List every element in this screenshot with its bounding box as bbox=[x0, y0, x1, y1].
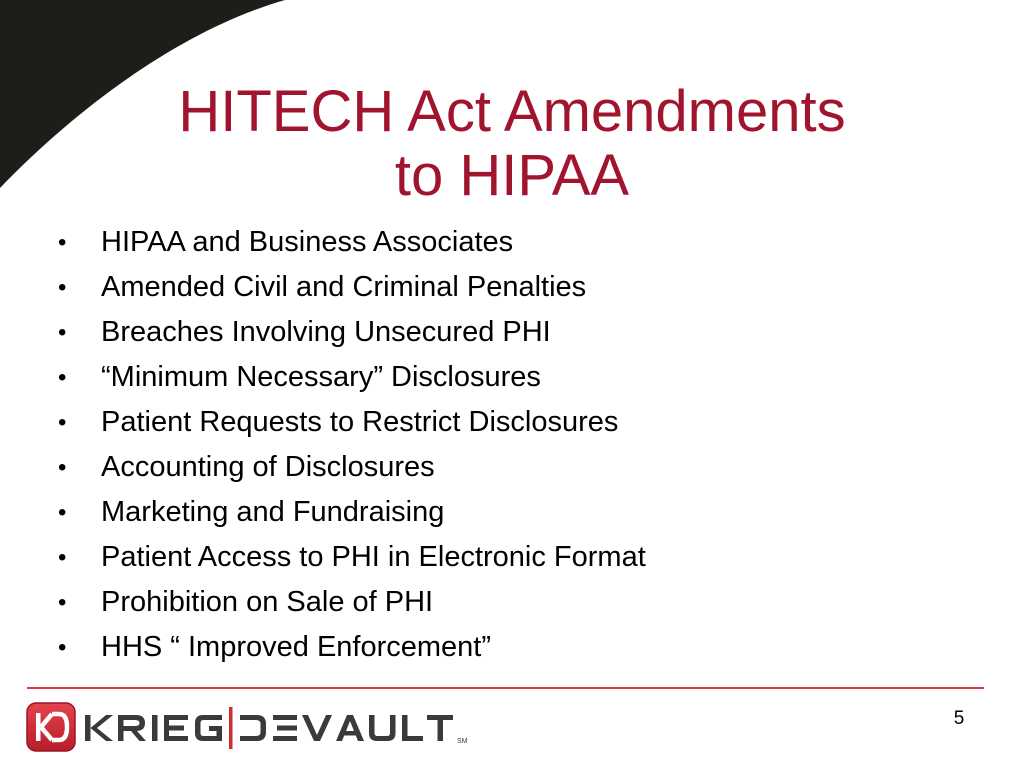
bullet-item bbox=[58, 220, 646, 265]
bullet-text: Marketing and Fundraising bbox=[101, 496, 445, 528]
service-mark-label: SM bbox=[457, 738, 468, 745]
bullet-item bbox=[58, 580, 646, 625]
bullet-item bbox=[58, 625, 646, 670]
bullet-text: Amended Civil and Criminal Penalties bbox=[101, 271, 587, 303]
kd-mark-icon bbox=[27, 703, 75, 751]
bullet-icon: • bbox=[58, 319, 67, 346]
krieg-devault-logo bbox=[25, 700, 545, 755]
bullet-icon: • bbox=[58, 589, 67, 616]
bullet-text: “Minimum Necessary” Disclosures bbox=[101, 361, 541, 393]
bullet-icon: • bbox=[58, 409, 67, 436]
bullet-icon: • bbox=[58, 364, 67, 391]
krieg-wordmark bbox=[85, 715, 222, 741]
bullet-text: Breaches Involving Unsecured PHI bbox=[101, 316, 551, 348]
slide-title bbox=[0, 80, 1024, 208]
bullet-icon: • bbox=[58, 544, 67, 571]
bullet-icon: • bbox=[58, 634, 67, 661]
bullet-text: HIPAA and Business Associates bbox=[101, 226, 514, 258]
logo-separator bbox=[229, 707, 233, 749]
bullet-item bbox=[58, 265, 646, 310]
slide-title-line-2: to HIPAA bbox=[394, 143, 630, 208]
bullet-icon: • bbox=[58, 499, 67, 526]
page-number: 5 bbox=[953, 708, 965, 729]
slide-title-line-1: HITECH Act Amendments bbox=[178, 79, 846, 144]
bullet-icon: • bbox=[58, 454, 67, 481]
bullet-item bbox=[58, 535, 646, 580]
bullet-text: Patient Access to PHI in Electronic Format bbox=[101, 541, 646, 573]
bullet-text: Prohibition on Sale of PHI bbox=[101, 586, 434, 618]
bullet-item bbox=[58, 445, 646, 490]
bullet-item bbox=[58, 310, 646, 355]
bullet-list bbox=[58, 220, 646, 670]
devault-wordmark bbox=[240, 715, 453, 741]
bullet-icon: • bbox=[58, 274, 67, 301]
bullet-item bbox=[58, 400, 646, 445]
footer-divider bbox=[27, 687, 984, 689]
bullet-icon: • bbox=[58, 229, 67, 256]
bullet-item bbox=[58, 490, 646, 535]
bullet-text: Accounting of Disclosures bbox=[101, 451, 435, 483]
bullet-item bbox=[58, 355, 646, 400]
bullet-text: Patient Requests to Restrict Disclosures bbox=[101, 406, 619, 438]
bullet-text: HHS “ Improved Enforcement” bbox=[101, 631, 492, 663]
